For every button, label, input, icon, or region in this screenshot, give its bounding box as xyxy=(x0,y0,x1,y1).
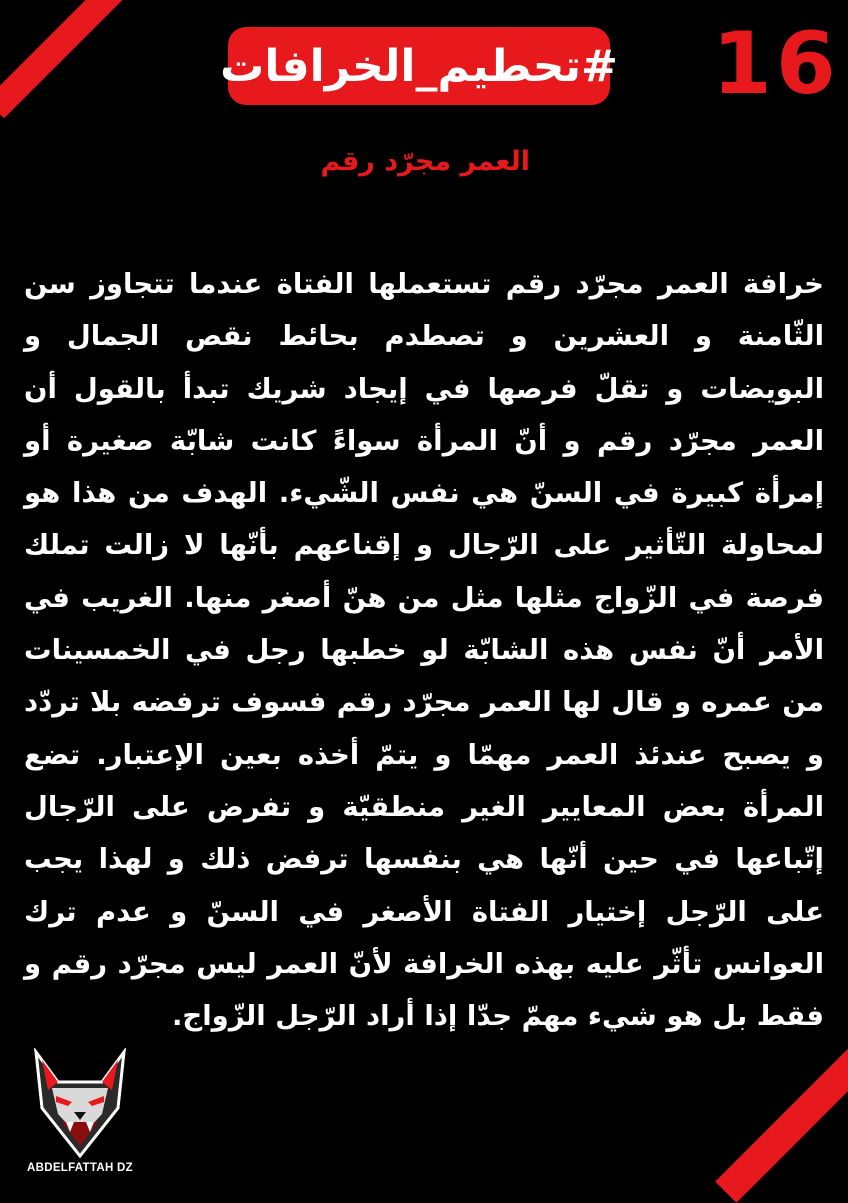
article-body: خرافة العمر مجرّد رقم تستعملها الفتاة عندما تتجاوز سن الثّامنة و العشرين و تصطدم بحائط نقص الجمال و البويضات و تقلّ فرصها في إيجاد شريك تبدأ بالقول أن العمر مجرّد رقم و أنّ المرأة سواءً كانت شابّة صغيرة أو إمرأة كبيرة في السنّ هي نفس الشّيء. الهدف من هذا هو لمحاولة التّأثير على الرّجال و إقناعهم بأنّها لا زالت تملك فرصة في الزّواج مثلها مثل من هنّ أصغر منها. الغريب في الأمر أنّ نفس هذه الشابّة لو خطبها رجل في الخمسينات من عمره و قال لها العمر مجرّد رقم فسوف ترفضه بلا تردّد و يصبح عندئذ العمر مهمّا و يتمّ أخذه بعين الإعتبار. تضع المرأة بعض المعايير الغير منطقيّة و تفرض على الرّجال إتّباعها في حين أنّها هي بنفسها ترفض ذلك و لهذا يجب على الرّجل إختيار الفتاة الأصغر في السنّ و عدم ترك العوانس تأثّر عليه بهذه الخرافة لأنّ العمر ليس مجرّد رقم و فقط بل هو شيء مهمّ جدّا إذا أراد الرّجل الزّواج. xyxy=(24,268,824,1033)
corner-stripe-top-left xyxy=(0,0,124,118)
hashtag-text: #تحطيم_الخرافات xyxy=(220,40,618,92)
author-logo xyxy=(10,1048,150,1196)
corner-stripe-bottom-right xyxy=(715,1047,848,1203)
author-name: ABDELFATTAH DZ xyxy=(27,1162,133,1174)
hashtag-banner xyxy=(220,27,618,105)
issue-number: 16 xyxy=(712,14,840,114)
wolf-head-icon xyxy=(18,1048,142,1160)
article-subtitle: العمر مجرّد رقم xyxy=(320,146,530,177)
